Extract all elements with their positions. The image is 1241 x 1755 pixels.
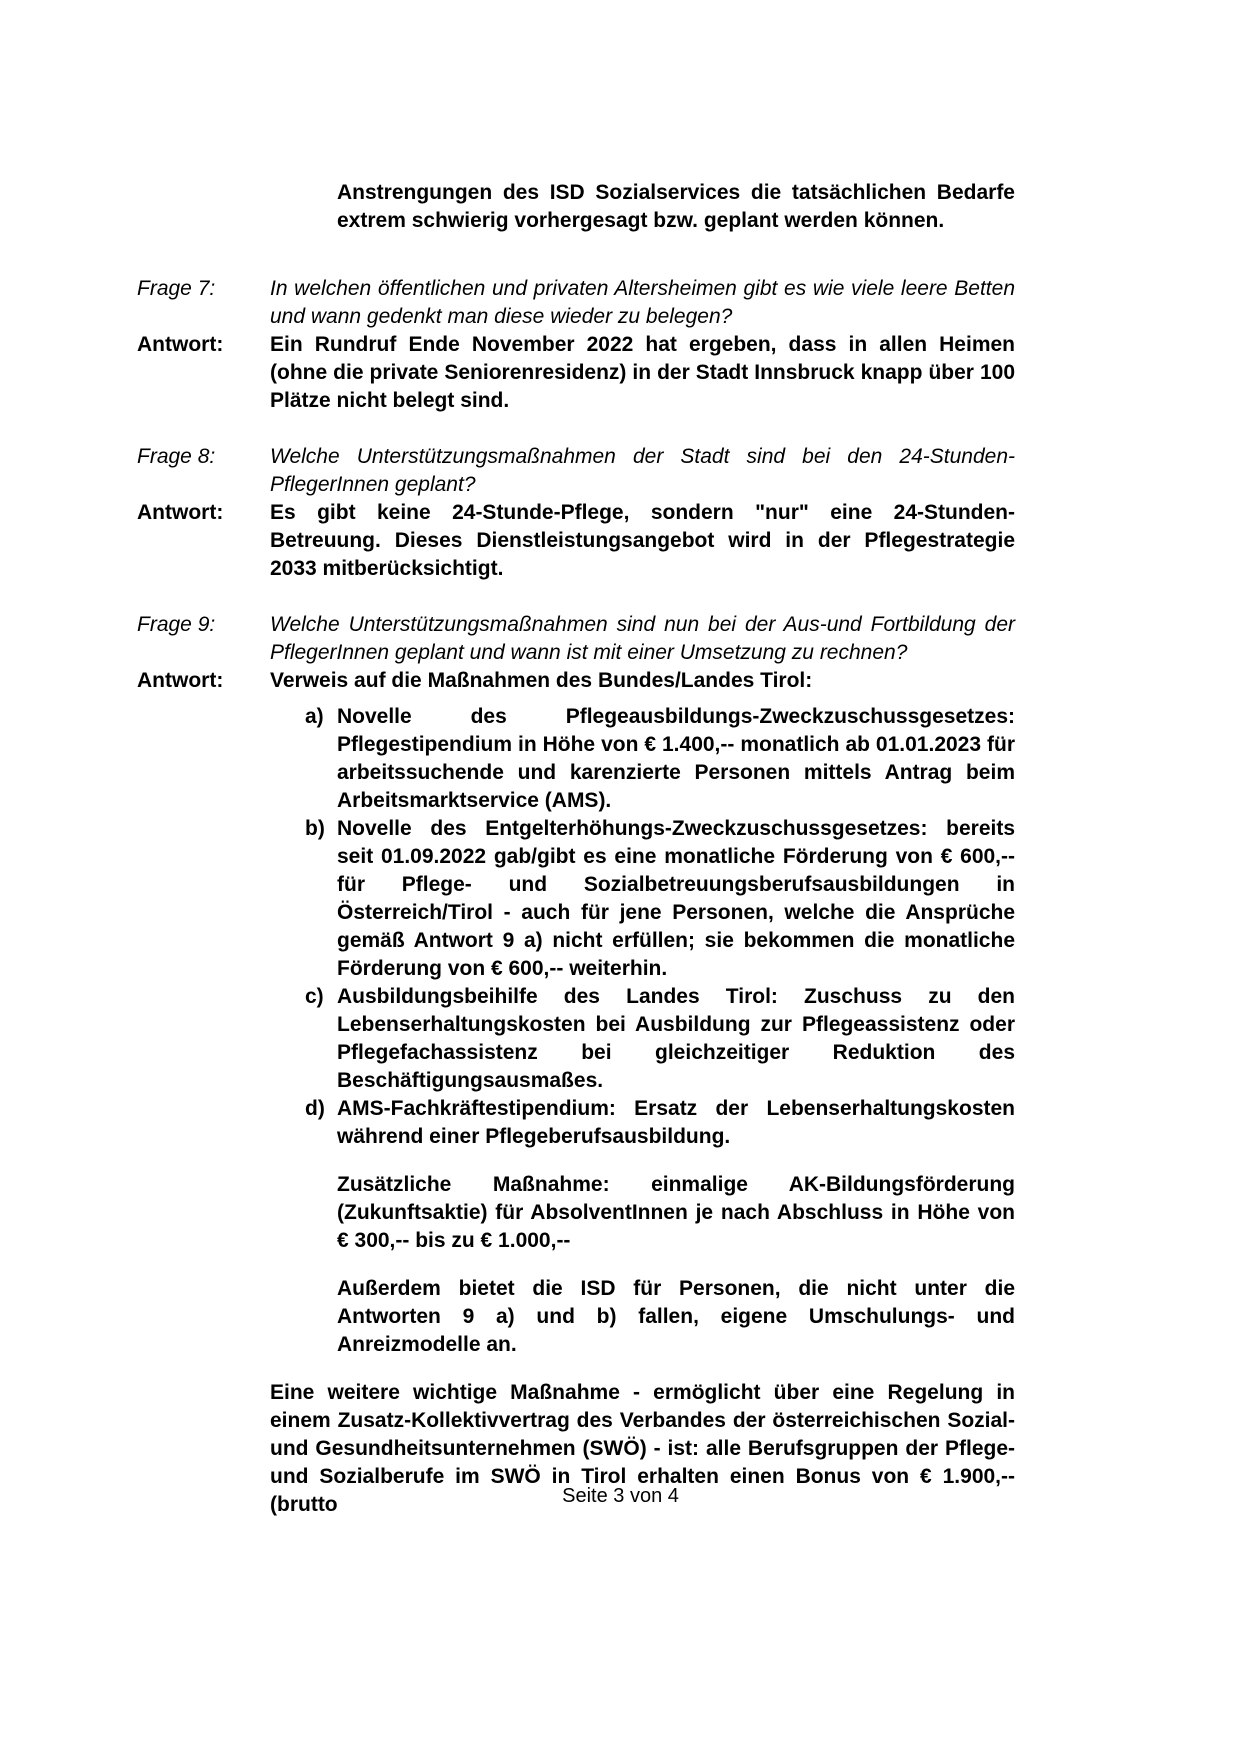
list-marker: c) <box>305 985 324 1008</box>
question-text: In welchen öffentlichen und privaten Altersheimen gibt es wie viele leere Betten und wann gedenkt man diese wieder zu belegen? <box>270 277 1015 328</box>
list-marker: b) <box>305 817 325 840</box>
intro-paragraph: Anstrengungen des ISD Sozialservices die tatsächlichen Bedarfe extrem schwierig vorhergesagt bzw. geplant werden können. <box>337 181 1015 232</box>
answer-label: Antwort: <box>137 669 224 692</box>
question-label: Frage 8: <box>137 445 216 468</box>
question-row <box>137 275 1015 331</box>
answer-intro-text: Verweis auf die Maßnahmen des Bundes/Landes Tirol: <box>270 669 813 692</box>
list-item-text: AMS-Fachkräftestipendium: Ersatz der Lebenserhaltungskosten während einer Pflegeberufsausbildung. <box>337 1097 1015 1148</box>
list-item-a <box>305 703 1015 815</box>
list-marker: d) <box>305 1097 325 1120</box>
answer-label: Antwort: <box>137 501 224 524</box>
answer-label: Antwort: <box>137 333 224 356</box>
question-label: Frage 9: <box>137 613 216 636</box>
list-item-text: Novelle des Entgelterhöhungs-Zweckzuschussgesetzes: bereits seit 01.09.2022 gab/gibt es eine monatliche Förderung von € 600,-- für Pflege- und Sozialbetreuungsberufsausbildungen in Österreich/Tirol - auch für jene Personen, welche die Ansprüche gemäß Antwort 9 a) nicht erfüllen; sie bekommen die monatliche Förderung von € 600,-- weiterhin. <box>337 817 1015 980</box>
page-footer <box>0 1482 1241 1510</box>
question-text: Welche Unterstützungsmaßnahmen sind nun bei der Aus-und Fortbildung der PflegerInnen geplant und wann ist mit einer Umsetzung zu rechnen? <box>270 613 1015 664</box>
list-item-b <box>305 815 1015 983</box>
qa-block-frage-7 <box>137 275 1015 415</box>
answer-text: Es gibt keine 24-Stunde-Pflege, sondern "nur" eine 24-Stunden-Betreuung. Dieses Dienstleistungsangebot wird in der Pflegestrategie 2033 mitberücksichtigt. <box>270 501 1015 580</box>
list-item-d <box>305 1095 1015 1151</box>
list-marker: a) <box>305 705 324 728</box>
closing-paragraph: Eine weitere wichtige Maßnahme - ermöglicht über eine Regelung in einem Zusatz-Kollektivvertrag des Verbandes der österreichischen Sozial- und Gesundheitsunternehmen (SWÖ) - ist: alle Berufsgruppen der Pflege- und Sozialberufe im SWÖ in Tirol erhalten einen Bonus von € 1.900,-- (brutto <box>270 1381 1015 1516</box>
question-text: Welche Unterstützungsmaßnahmen der Stadt sind bei den 24-Stunden-PflegerInnen geplant? <box>270 445 1015 496</box>
answer-body <box>270 667 1015 1359</box>
extra-paragraph-2: Außerdem bietet die ISD für Personen, die nicht unter die Antworten 9 a) und b) fallen, eigene Umschulungs- und Anreizmodelle an. <box>337 1277 1015 1356</box>
answer-text: Ein Rundruf Ende November 2022 hat ergeben, dass in allen Heimen (ohne die private Seniorenresidenz) in der Stadt Innsbruck knapp über 100 Plätze nicht belegt sind. <box>270 333 1015 412</box>
answer-row <box>137 331 1015 415</box>
measures-list <box>270 703 1015 1151</box>
question-row <box>137 443 1015 499</box>
qa-block-frage-8 <box>137 443 1015 583</box>
list-item-text: Novelle des Pflegeausbildungs-Zweckzuschussgesetzes: Pflegestipendium in Höhe von € 1.400,-- monatlich ab 01.01.2023 für arbeitssuchende und karenzierte Personen mittels Antrag beim Arbeitsmarktservice (AMS). <box>337 705 1015 812</box>
list-item-c <box>305 983 1015 1095</box>
qa-block-frage-9 <box>137 611 1015 1519</box>
list-item-text: Ausbildungsbeihilfe des Landes Tirol: Zuschuss zu den Lebenserhaltungskosten bei Ausbildung zur Pflegeassistenz oder Pflegefachassistenz bei gleichzeitiger Reduktion des Beschäftigungsausmaßes. <box>337 985 1015 1092</box>
question-label: Frage 7: <box>137 277 216 300</box>
answer-row <box>137 667 1015 1359</box>
extra-paragraph-1: Zusätzliche Maßnahme: einmalige AK-Bildungsförderung (Zukunftsaktie) für AbsolventInnen je nach Abschluss in Höhe von € 300,-- bis zu € 1.000,-- <box>337 1173 1015 1252</box>
page-number: Seite 3 von 4 <box>562 1485 679 1507</box>
question-row <box>137 611 1015 667</box>
answer-row <box>137 499 1015 583</box>
page-content <box>137 179 1015 1519</box>
